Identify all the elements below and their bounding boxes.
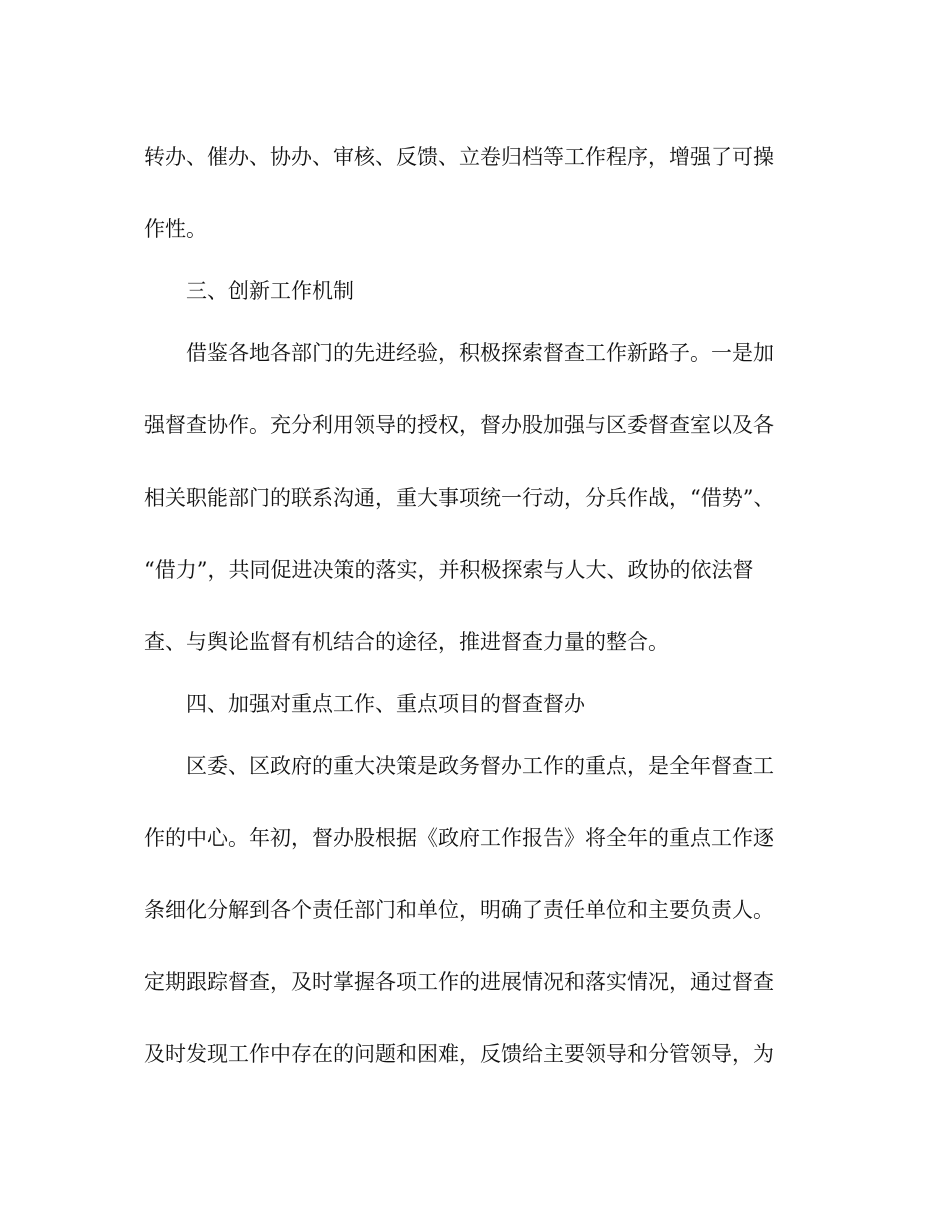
paragraph-line: 作性。 [144, 217, 207, 241]
paragraph-line: 借鉴各地各部门的先进经验，积极探索督查工作新路子。一是加 [186, 341, 774, 365]
section-heading: 四、加强对重点工作、重点项目的督查督办 [186, 692, 585, 716]
paragraph-line: 区委、区政府的重大决策是政务督办工作的重点，是全年督查工 [186, 754, 774, 778]
paragraph-line: 相关职能部门的联系沟通，重大事项统一行动，分兵作战，“借势”、 [144, 486, 775, 510]
paragraph-line: 转办、催办、协办、审核、反馈、立卷归档等工作程序，增强了可操 [144, 145, 774, 169]
paragraph-line: 条细化分解到各个责任部门和单位，明确了责任单位和主要负责人。 [144, 898, 774, 922]
section-heading: 三、创新工作机制 [186, 279, 354, 303]
paragraph-line: 定期跟踪督查，及时掌握各项工作的进展情况和落实情况，通过督查 [144, 970, 774, 994]
paragraph-line: 查、与舆论监督有机结合的途径，推进督查力量的整合。 [144, 630, 669, 654]
paragraph-line: 作的中心。年初，督办股根据《政府工作报告》将全年的重点工作逐 [144, 826, 774, 850]
paragraph-line: 强督查协作。充分利用领导的授权，督办股加强与区委督查室以及各 [144, 413, 774, 437]
paragraph-line: 及时发现工作中存在的问题和困难，反馈给主要领导和分管领导，为 [144, 1042, 774, 1066]
paragraph-line: “借力”，共同促进决策的落实，并积极探索与人大、政协的依法督 [144, 558, 754, 582]
